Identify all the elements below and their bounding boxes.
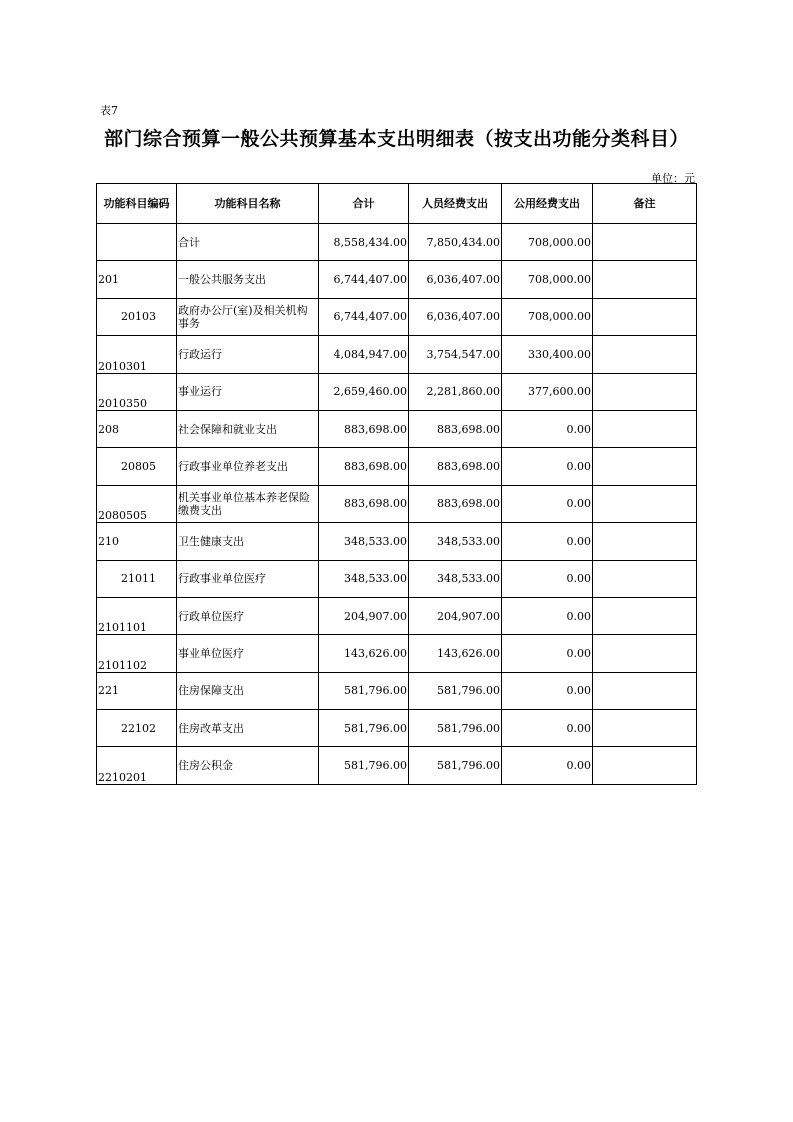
table-row xyxy=(97,635,697,672)
header-total: 合计 xyxy=(319,184,409,224)
cell-public: 0.00 xyxy=(502,672,593,709)
cell-public: 708,000.00 xyxy=(502,261,593,298)
cell-public: 0.00 xyxy=(502,560,593,597)
cell-code: 2101101 xyxy=(97,597,177,634)
cell-code: 2080505 xyxy=(97,485,177,522)
cell-code: 20103 xyxy=(97,298,177,335)
sheet-label: 表7 xyxy=(100,104,118,117)
header-code: 功能科目编码 xyxy=(97,184,177,224)
cell-public: 0.00 xyxy=(502,523,593,560)
cell-note xyxy=(593,560,697,597)
cell-code: 2101102 xyxy=(97,635,177,672)
table-row xyxy=(97,261,697,298)
cell-note xyxy=(593,448,697,485)
cell-name: 行政事业单位医疗 xyxy=(177,560,319,597)
cell-name: 住房公积金 xyxy=(177,747,319,784)
cell-note xyxy=(593,410,697,447)
table-row xyxy=(97,336,697,373)
cell-note xyxy=(593,635,697,672)
table-row xyxy=(97,448,697,485)
cell-public: 0.00 xyxy=(502,410,593,447)
cell-note xyxy=(593,672,697,709)
cell-public: 0.00 xyxy=(502,635,593,672)
table-row xyxy=(97,710,697,747)
cell-public: 330,400.00 xyxy=(502,336,593,373)
cell-code: 210 xyxy=(97,523,177,560)
header-personnel: 人员经费支出 xyxy=(409,184,502,224)
cell-name: 事业运行 xyxy=(177,373,319,410)
table-row xyxy=(97,672,697,709)
table-header-row xyxy=(97,184,697,224)
cell-total: 143,626.00 xyxy=(319,635,409,672)
header-note: 备注 xyxy=(593,184,697,224)
cell-name: 社会保障和就业支出 xyxy=(177,410,319,447)
expenditure-table xyxy=(96,183,697,785)
cell-public: 708,000.00 xyxy=(502,224,593,261)
cell-public: 0.00 xyxy=(502,448,593,485)
cell-public: 0.00 xyxy=(502,597,593,634)
cell-personnel: 581,796.00 xyxy=(409,672,502,709)
cell-note xyxy=(593,747,697,784)
cell-public: 0.00 xyxy=(502,747,593,784)
cell-personnel: 7,850,434.00 xyxy=(409,224,502,261)
cell-code: 208 xyxy=(97,410,177,447)
cell-name: 住房保障支出 xyxy=(177,672,319,709)
cell-public: 377,600.00 xyxy=(502,373,593,410)
cell-personnel: 581,796.00 xyxy=(409,747,502,784)
cell-total: 6,744,407.00 xyxy=(319,298,409,335)
cell-personnel: 3,754,547.00 xyxy=(409,336,502,373)
cell-code: 201 xyxy=(97,261,177,298)
cell-personnel: 348,533.00 xyxy=(409,560,502,597)
cell-name: 机关事业单位基本养老保险缴费支出 xyxy=(177,485,319,522)
cell-total: 581,796.00 xyxy=(319,747,409,784)
cell-total: 348,533.00 xyxy=(319,560,409,597)
table-row xyxy=(97,224,697,261)
cell-name: 合计 xyxy=(177,224,319,261)
cell-code: 20805 xyxy=(97,448,177,485)
cell-personnel: 581,796.00 xyxy=(409,710,502,747)
cell-personnel: 348,533.00 xyxy=(409,523,502,560)
cell-note xyxy=(593,261,697,298)
table-row xyxy=(97,485,697,522)
cell-total: 348,533.00 xyxy=(319,523,409,560)
table-row xyxy=(97,410,697,447)
cell-personnel: 883,698.00 xyxy=(409,448,502,485)
header-public: 公用经费支出 xyxy=(502,184,593,224)
table-row xyxy=(97,523,697,560)
cell-personnel: 204,907.00 xyxy=(409,597,502,634)
header-name: 功能科目名称 xyxy=(177,184,319,224)
cell-name: 卫生健康支出 xyxy=(177,523,319,560)
cell-note xyxy=(593,523,697,560)
cell-note xyxy=(593,224,697,261)
cell-public: 0.00 xyxy=(502,710,593,747)
cell-code: 21011 xyxy=(97,560,177,597)
cell-total: 6,744,407.00 xyxy=(319,261,409,298)
page-title: 部门综合预算一般公共预算基本支出明细表（按支出功能分类科目） xyxy=(103,128,689,150)
cell-name: 行政事业单位养老支出 xyxy=(177,448,319,485)
cell-name: 事业单位医疗 xyxy=(177,635,319,672)
cell-code: 2010301 xyxy=(97,336,177,373)
cell-note xyxy=(593,373,697,410)
cell-personnel: 6,036,407.00 xyxy=(409,298,502,335)
cell-note xyxy=(593,710,697,747)
cell-total: 2,659,460.00 xyxy=(319,373,409,410)
cell-total: 581,796.00 xyxy=(319,710,409,747)
cell-name: 一般公共服务支出 xyxy=(177,261,319,298)
table-row xyxy=(97,373,697,410)
unit-label: 单位：元 xyxy=(651,172,695,185)
cell-code: 2010350 xyxy=(97,373,177,410)
cell-name: 住房改革支出 xyxy=(177,710,319,747)
cell-name: 政府办公厅(室)及相关机构事务 xyxy=(177,298,319,335)
cell-total: 204,907.00 xyxy=(319,597,409,634)
cell-total: 8,558,434.00 xyxy=(319,224,409,261)
cell-code: 221 xyxy=(97,672,177,709)
cell-code xyxy=(97,224,177,261)
cell-personnel: 143,626.00 xyxy=(409,635,502,672)
cell-code: 22102 xyxy=(97,710,177,747)
table-row xyxy=(97,747,697,784)
cell-total: 4,084,947.00 xyxy=(319,336,409,373)
cell-code: 2210201 xyxy=(97,747,177,784)
cell-personnel: 6,036,407.00 xyxy=(409,261,502,298)
cell-total: 883,698.00 xyxy=(319,410,409,447)
cell-personnel: 883,698.00 xyxy=(409,485,502,522)
cell-public: 708,000.00 xyxy=(502,298,593,335)
cell-total: 581,796.00 xyxy=(319,672,409,709)
cell-total: 883,698.00 xyxy=(319,448,409,485)
cell-name: 行政单位医疗 xyxy=(177,597,319,634)
cell-personnel: 883,698.00 xyxy=(409,410,502,447)
table-row xyxy=(97,560,697,597)
cell-note xyxy=(593,597,697,634)
table-row xyxy=(97,298,697,335)
cell-note xyxy=(593,485,697,522)
cell-note xyxy=(593,336,697,373)
table-row xyxy=(97,597,697,634)
cell-note xyxy=(593,298,697,335)
cell-total: 883,698.00 xyxy=(319,485,409,522)
cell-name: 行政运行 xyxy=(177,336,319,373)
cell-personnel: 2,281,860.00 xyxy=(409,373,502,410)
cell-public: 0.00 xyxy=(502,485,593,522)
